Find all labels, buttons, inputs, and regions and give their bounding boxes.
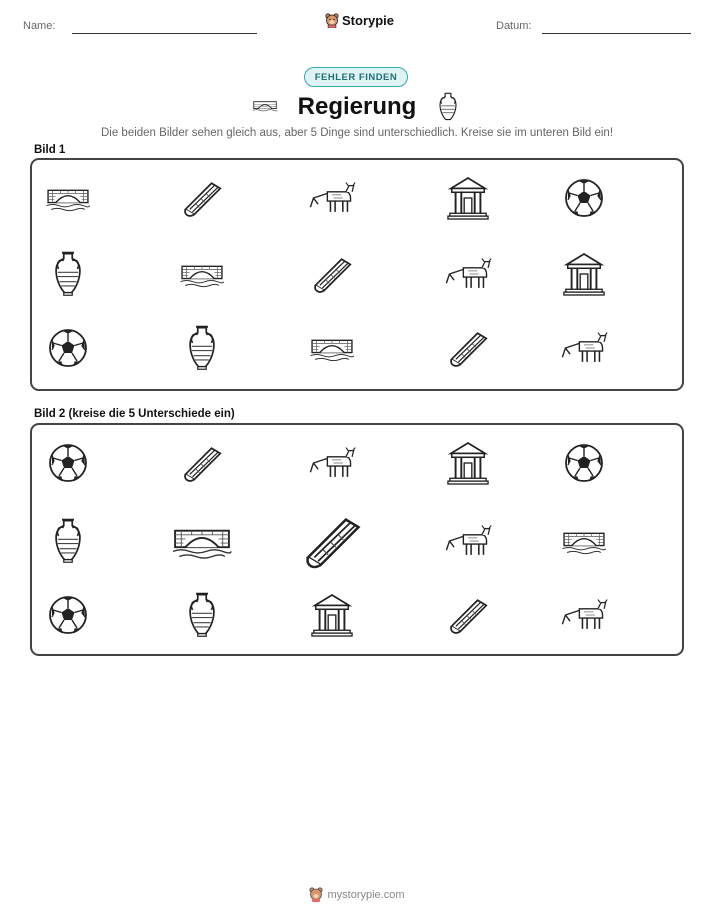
- temple-icon: [438, 168, 498, 228]
- ox-plough-icon[interactable]: [438, 511, 498, 571]
- soccer-ball-icon: [554, 168, 614, 228]
- brand-name: Storypie: [342, 13, 395, 28]
- amphora-icon[interactable]: [38, 511, 98, 571]
- ox-plough-icon: [438, 244, 498, 304]
- temple-icon[interactable]: [438, 433, 498, 493]
- bear-mascot-icon: [325, 13, 339, 28]
- soccer-ball-icon[interactable]: [38, 585, 98, 645]
- aqueduct-icon[interactable]: [172, 433, 232, 493]
- bridge-icon: [172, 244, 232, 304]
- amphora-icon: [172, 318, 232, 378]
- ox-plough-icon[interactable]: [554, 585, 614, 645]
- soccer-ball-icon: [38, 318, 98, 378]
- worksheet-type-badge: FEHLER FINDEN: [304, 67, 408, 87]
- aqueduct-icon: [172, 168, 232, 228]
- picture-1-label: Bild 1: [34, 144, 66, 156]
- picture-1-panel: [30, 158, 684, 391]
- temple-icon[interactable]: [302, 585, 362, 645]
- picture-2-label: Bild 2 (kreise die 5 Unterschiede ein): [34, 408, 235, 420]
- footer-url: mystorypie.com: [327, 888, 405, 901]
- bear-mascot-icon: [309, 887, 323, 902]
- picture-2-panel: [30, 423, 684, 656]
- ox-plough-icon[interactable]: [302, 433, 362, 493]
- temple-icon: [554, 244, 614, 304]
- aqueduct-icon: [438, 318, 498, 378]
- amphora-icon: [38, 244, 98, 304]
- footer: [0, 887, 714, 902]
- name-label: Name:: [23, 20, 56, 32]
- brand-logo: [325, 13, 394, 28]
- bridge-icon: [38, 168, 98, 228]
- amphora-icon: [436, 91, 460, 128]
- date-label: Datum:: [496, 20, 532, 32]
- ox-plough-icon: [302, 168, 362, 228]
- page-title: Regierung: [297, 93, 417, 120]
- aqueduct-icon[interactable]: [438, 585, 498, 645]
- amphora-icon[interactable]: [172, 585, 232, 645]
- aqueduct-icon[interactable]: [289, 498, 376, 585]
- soccer-ball-icon[interactable]: [554, 433, 614, 493]
- bridge-icon: [302, 318, 362, 378]
- ox-plough-icon: [554, 318, 614, 378]
- bridge-icon[interactable]: [554, 511, 614, 571]
- soccer-ball-icon[interactable]: [38, 433, 98, 493]
- date-line: [542, 33, 691, 34]
- aqueduct-icon: [302, 244, 362, 304]
- instructions: Die beiden Bilder sehen gleich aus, aber 5 Dinge sind unterschiedlich. Kreise sie im unteren Bild ein!: [100, 127, 614, 139]
- bridge-icon[interactable]: [162, 501, 243, 582]
- name-line: [72, 33, 257, 34]
